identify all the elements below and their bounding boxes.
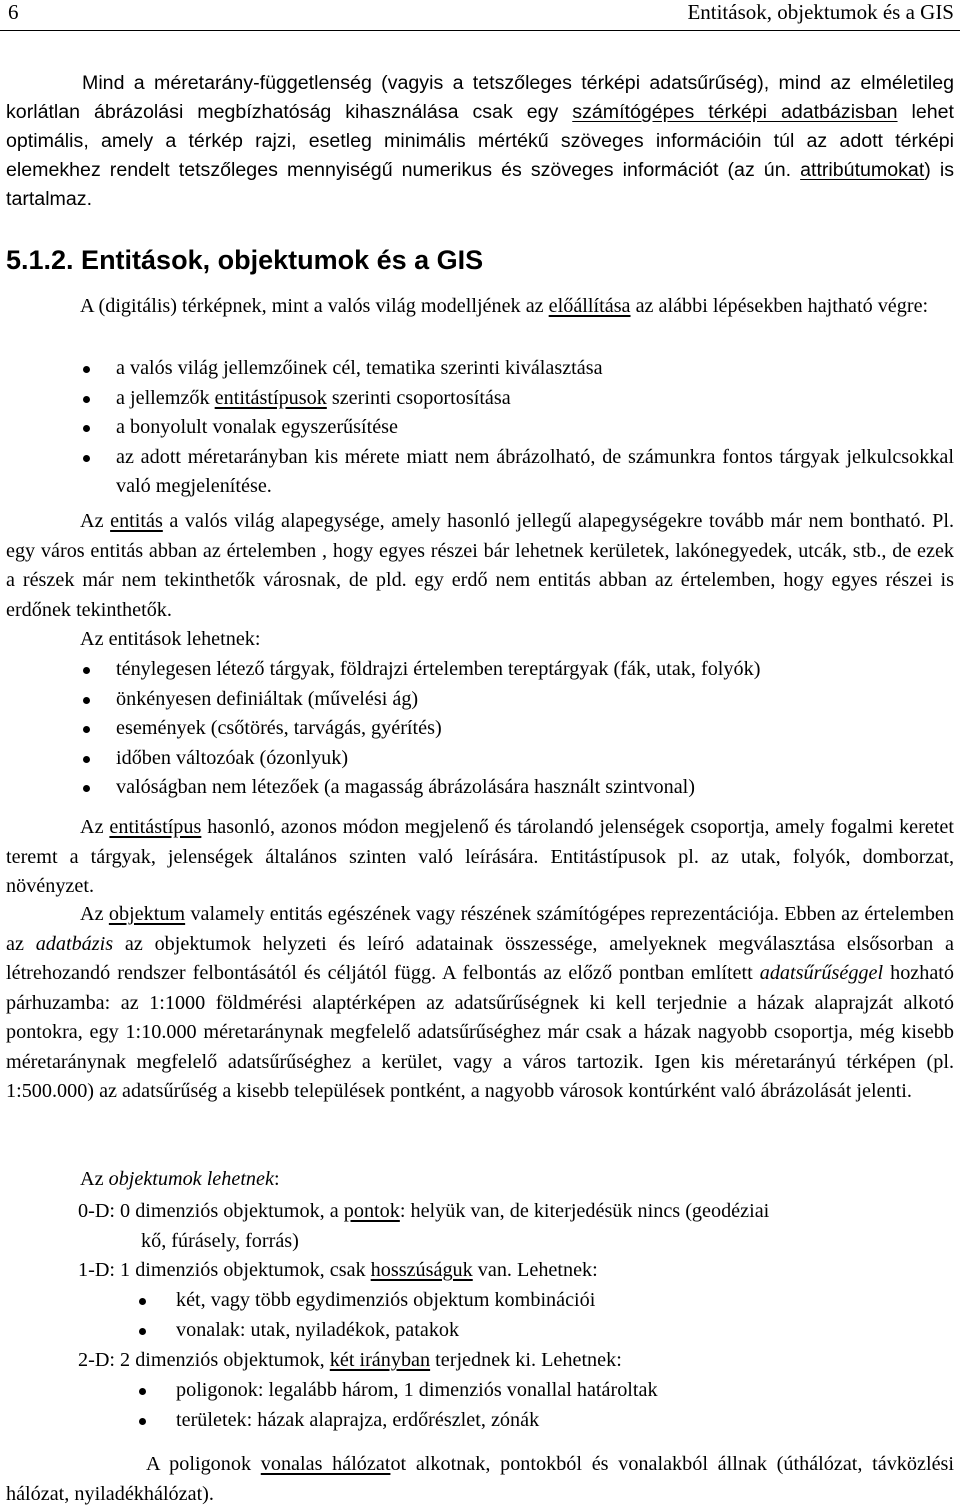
term-entitas: entitás	[110, 510, 163, 532]
paragraph-entitas	[6, 507, 954, 625]
dim-0d-text-a: 0-D: 0 dimenziós objektumok, a	[78, 1200, 344, 1222]
paragraph-entitastipus	[6, 813, 954, 902]
list-item: a valós világ jellemzőinek cél, tematika szerinti kiválasztása	[116, 354, 954, 384]
running-title: Entitások, objektumok és a GIS	[687, 0, 954, 24]
p1-text-2: az alábbi lépésekben hajtható végre:	[630, 295, 929, 317]
paragraph-poligonok	[6, 1450, 954, 1509]
objects-lead	[6, 1165, 954, 1195]
step-2-text-a: a jellemzők	[116, 386, 215, 409]
entities-lead: Az entitások lehetnek:	[80, 628, 261, 650]
list-item: események (csőtörés, tarvágás, gyérítés)	[116, 714, 954, 744]
link-attributumokat: attribútumokat	[800, 159, 925, 181]
term-objektum: objektum	[108, 903, 186, 925]
page-header	[0, 0, 960, 31]
paragraph-production	[6, 292, 954, 322]
p4-text-1: Az	[80, 816, 110, 838]
p6-text-2: :	[273, 1168, 280, 1190]
p2-text-2: a valós világ alapegysége, amely hasonló jellegű alapegységekre tovább már nem bontható. Pl. egy város entitás abban az értelemben , hogy egyes részei bár lehetnek kerületek, lakónegyedek, utcák, stb., de ezek a részek már nem tekinthetők városnak, de pld. egy erdő nem entitás abban az értelemben, hogy egyes részei is erdőnek tekinthetők.	[6, 510, 954, 621]
production-steps-list	[116, 354, 954, 502]
dim-0d-text-b: : helyük van, de kiterjedésük nincs (geodéziai	[399, 1200, 770, 1222]
p6-text-1: Az	[80, 1168, 109, 1190]
page-number: 6	[8, 0, 19, 24]
dimension-0d	[78, 1197, 954, 1256]
list-item	[116, 384, 954, 414]
list-item: területek: házak alaprajza, erdőrészlet, zónák	[176, 1406, 954, 1436]
term-adatsuruseggel: adatsűrűséggel	[759, 962, 884, 984]
p5-text-2: valamely entitás egészének vagy részének számítógépes reprezentációja. Ebben az értelemben az	[6, 903, 954, 955]
p4-text-2: hasonló, azonos módon megjelenő és tárolandó jelenségek csoportja, amely fogalmi keretet teremt a tárgyak, jelenségek általános szinten való leírására. Entitástípusok pl. az utak, folyók, domborzat, növényzet.	[6, 816, 954, 897]
entities-list	[116, 655, 954, 803]
p1-text-1: A (digitális) térképnek, mint a valós világ modelljének az	[80, 295, 549, 317]
intro-paragraph	[6, 69, 954, 214]
term-ket-iranyban: két irányban	[329, 1349, 431, 1371]
intro-text-3: ) is tartalmaz.	[6, 159, 954, 210]
dim-2d-text-b: terjednek ki. Lehetnek:	[430, 1349, 622, 1371]
dim-1d-text-b: van. Lehetnek:	[472, 1259, 598, 1281]
p7-text-1: A poligonok	[146, 1453, 261, 1475]
term-objektumok-lehetnek: objektumok lehetnek	[108, 1168, 274, 1190]
intro-text-1: Mind a méretarány-függetlenség (vagyis a tetszőleges térképi adatsűrűség), mind az elméletileg korlátlan ábrázolási megbízhatóság kihasználása csak egy	[6, 72, 954, 123]
p5-text-1: Az	[80, 903, 109, 925]
list-item: valóságban nem létezőek (a magasság ábrázolására használt szintvonal)	[116, 773, 954, 803]
list-item: időben változóak (ózonlyuk)	[116, 744, 954, 774]
p2-text-1: Az	[80, 510, 111, 532]
term-hosszusaguk: hosszúságuk	[370, 1259, 473, 1281]
term-entitastipusok: entitástípusok	[214, 386, 327, 409]
list-item: önkényesen definiáltak (művelési ág)	[116, 685, 954, 715]
dim-2d-text-a: 2-D: 2 dimenziós objektumok,	[78, 1349, 330, 1371]
term-adatbazis: adatbázis	[35, 932, 114, 955]
link-szamitogepes-terkepi-adatbazis: számítógépes térképi adatbázisban	[572, 101, 898, 123]
p7-text-2: ot alkotnak, pontokból és vonalakból állnak (úthálózat, távközlési hálózat, nyiladékhálózat).	[6, 1453, 954, 1505]
list-1d	[176, 1286, 954, 1345]
dimension-2d	[78, 1346, 954, 1376]
list-item: a bonyolult vonalak egyszerűsítése	[116, 413, 954, 443]
term-vonalas-halozat: vonalas hálózat	[260, 1453, 391, 1475]
list-item: poligonok: legalább három, 1 dimenziós vonallal határoltak	[176, 1376, 954, 1406]
list-item: az adott méretarányban kis mérete miatt nem ábrázolható, de számunkra fontos tárgyak jelkulcsokkal való megjelenítése.	[116, 443, 954, 502]
intro-text-2: lehet optimális, amely a térkép rajzi, esetleg minimális mértékű szöveges információin túl az adott térképi elemekhez rendelt tetszőleges mennyiségű numerikus és szöveges információt (az ún.	[6, 101, 954, 181]
section-heading: 5.1.2. Entitások, objektumok és a GIS	[6, 245, 484, 275]
list-item: két, vagy több egydimenziós objektum kombinációi	[176, 1286, 954, 1316]
term-eloallitasa: előállítása	[548, 295, 631, 317]
term-pontok: pontok	[343, 1200, 400, 1222]
dim-0d-continuation: kő, fúrásely, forrás)	[141, 1229, 299, 1252]
p5-text-4: hozható párhuzamba: az 1:1000 földmérési alaptérképen az adatsűrűségnek ki kell terjednie a házak alaprajzát alkotó pontokra, egy 1:10.000 méretaránynak megfelelő adatsűrűséghez már csak a házak nagyobb csoportja, még kisebb méretaránynak megfelelő adatsűrűséghez a kerület, vagy a város tartozik. Igen kis méretarányú térképen (pl. 1:500.000) az adatsűrűség a kisebb települések pontként, a nagyobb városok kontúrként való ábrázolását jelenti.	[6, 962, 955, 1102]
paragraph-objektum	[6, 900, 954, 1107]
term-entitastipus: entitástípus	[109, 816, 202, 838]
list-2d	[176, 1376, 954, 1435]
step-2-text-b: szerinti csoportosítása	[326, 386, 511, 409]
dimension-1d	[78, 1256, 954, 1286]
list-item: ténylegesen létező tárgyak, földrajzi értelemben tereptárgyak (fák, utak, folyók)	[116, 655, 954, 685]
p5-text-3: az objektumok helyzeti és leíró adatainak összessége, amelyeknek megválasztása elsősorban a létrehozandó rendszer felbontásától és céljától függ. A felbontás az előző pontban említett	[6, 932, 954, 984]
list-item: vonalak: utak, nyiladékok, patakok	[176, 1316, 954, 1346]
dim-1d-text-a: 1-D: 1 dimenziós objektumok, csak	[78, 1259, 371, 1281]
